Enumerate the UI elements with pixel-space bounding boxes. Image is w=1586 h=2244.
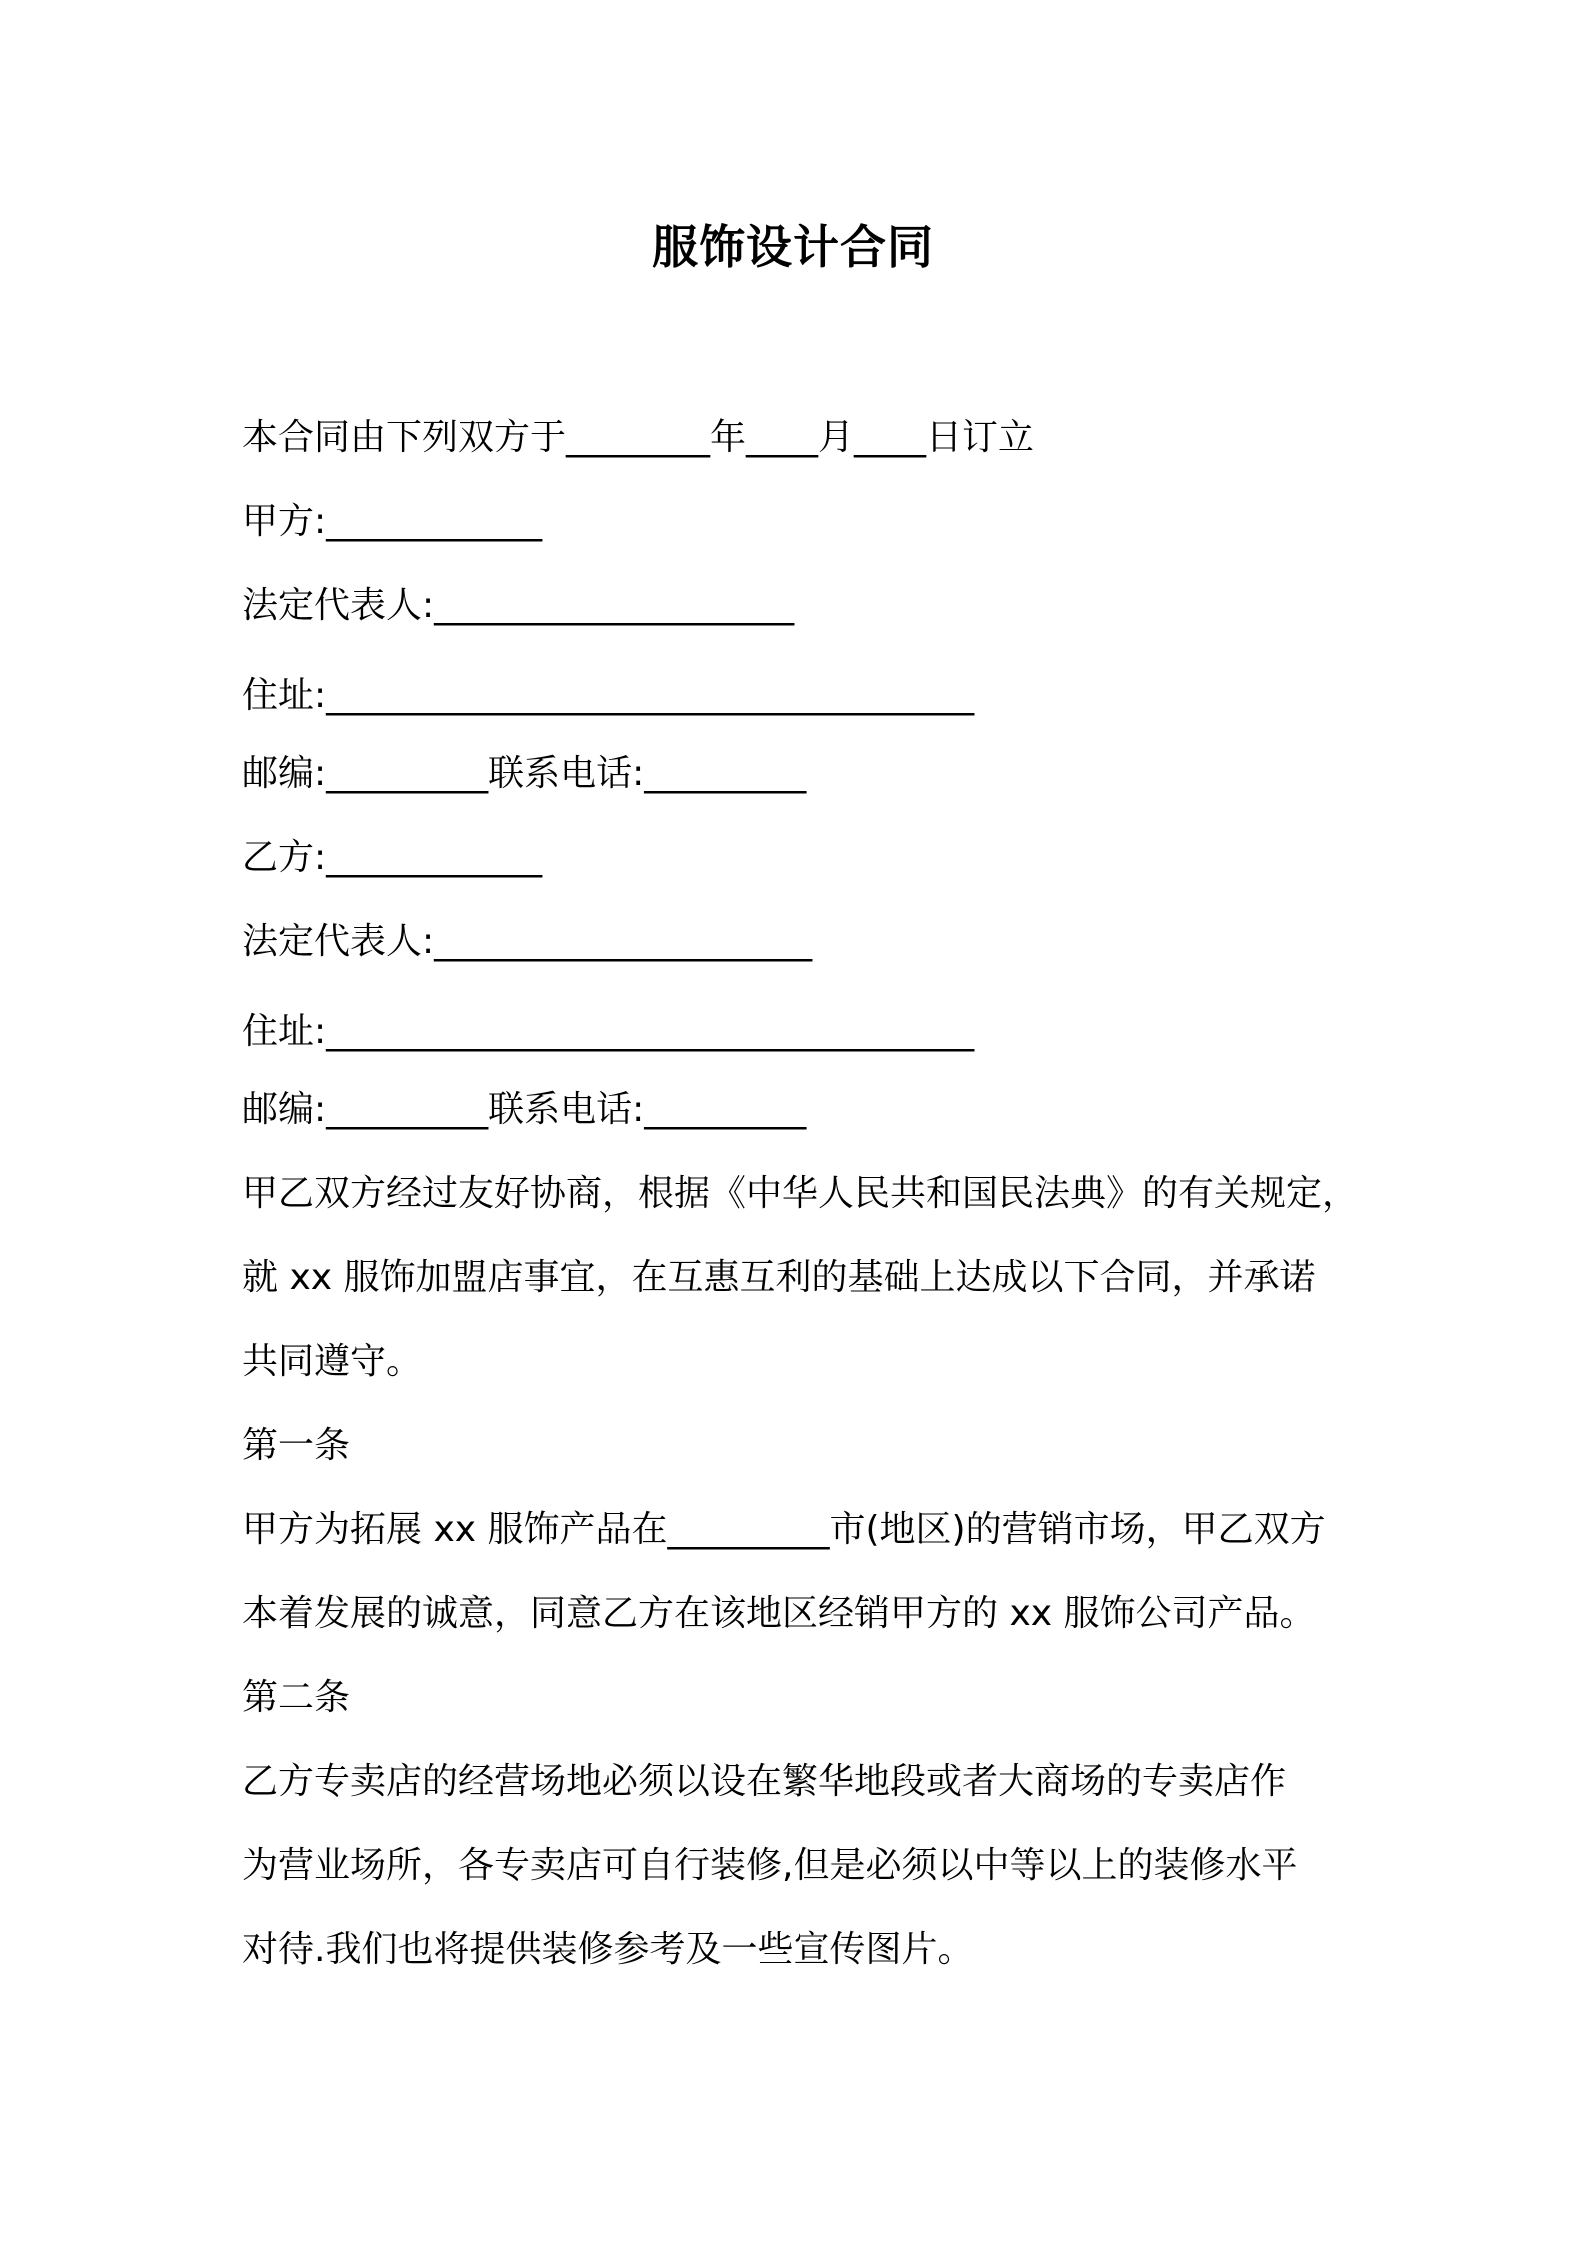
article-one-line-2: 本着发展的诚意，同意乙方在该地区经销甲方的 xx 服饰公司产品。 xyxy=(242,1593,1316,1634)
article-one-line-1: 甲方为拓展 xx 服饰产品在_________市(地区)的营销市场，甲乙双方 xyxy=(242,1509,1326,1550)
party-b-line: 乙方:____________ xyxy=(242,837,543,878)
party-b-address-line: 住址:____________________________________ xyxy=(242,1011,975,1052)
preamble-line-2: 就 xx 服饰加盟店事宜，在互惠互利的基础上达成以下合同，并承诺 xyxy=(242,1257,1316,1298)
article-two-line-2: 为营业场所，各专卖店可自行装修,但是必须以中等以上的装修水平 xyxy=(242,1845,1298,1886)
contract-date-line: 本合同由下列双方于________年____月____日订立 xyxy=(242,417,1035,458)
article-one-heading: 第一条 xyxy=(242,1425,351,1466)
party-b-representative-line: 法定代表人:_____________________ xyxy=(242,921,813,962)
party-a-postcode-phone-line: 邮编:_________联系电话:_________ xyxy=(242,753,807,794)
preamble-line-1: 甲乙双方经过友好协商，根据《中华人民共和国民法典》的有关规定， xyxy=(242,1173,1359,1214)
party-b-postcode-phone-line: 邮编:_________联系电话:_________ xyxy=(242,1089,807,1130)
party-a-line: 甲方:____________ xyxy=(242,501,543,542)
preamble-line-3: 共同遵守。 xyxy=(242,1341,423,1382)
party-a-representative-line: 法定代表人:____________________ xyxy=(242,585,795,626)
article-two-line-3: 对待.我们也将提供装修参考及一些宣传图片。 xyxy=(242,1929,974,1970)
document-title: 服饰设计合同 xyxy=(652,220,934,274)
party-a-address-line: 住址:____________________________________ xyxy=(242,675,975,716)
article-two-heading: 第二条 xyxy=(242,1677,351,1718)
article-two-line-1: 乙方专卖店的经营场地必须以设在繁华地段或者大商场的专卖店作 xyxy=(242,1761,1287,1802)
